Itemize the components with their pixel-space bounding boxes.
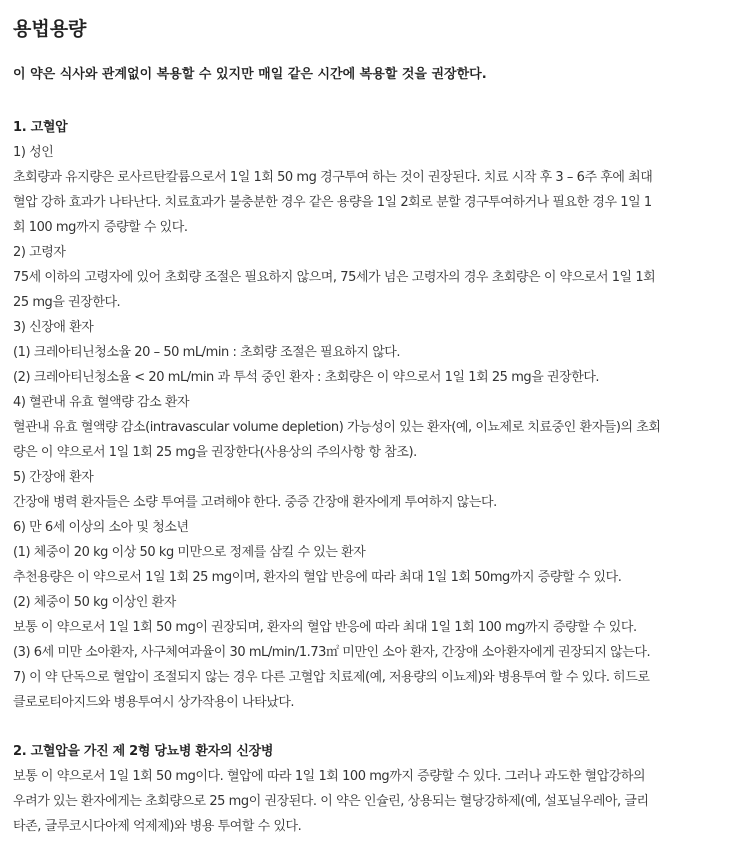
paragraph-line: 75세 이하의 고령자에 있어 초회량 조절은 필요하지 않으며, 75세가 넘은 고령자의 경우 초회량은 이 약으로서 1일 1회 xyxy=(13,270,656,285)
paragraph-line: 간장애 병력 환자들은 소량 투여를 고려해야 한다. 중증 간장애 환자에게 투여하지 않는다. xyxy=(13,495,497,510)
paragraph-line: 6) 만 6세 이상의 소아 및 청소년 xyxy=(13,520,189,535)
paragraph-line: 5) 간장애 환자 xyxy=(13,470,94,485)
paragraph-line: (2) 체중이 50 kg 이상인 환자 xyxy=(13,595,176,610)
paragraph-line: 7) 이 약 단독으로 혈압이 조절되지 않는 경우 다른 고혈압 치료제(예, 저용량의 이뇨제)와 병용투여 할 수 있다. 히드로 xyxy=(13,670,650,685)
section-hypertension xyxy=(13,115,728,715)
paragraph-line: 3) 신장애 환자 xyxy=(13,320,94,335)
paragraph-line: 4) 혈관내 유효 혈액량 감소 환자 xyxy=(13,395,190,410)
paragraph-line: 추천용량은 이 약으로서 1일 1회 25 mg이며, 환자의 혈압 반응에 따라 최대 1일 1회 50mg까지 증량할 수 있다. xyxy=(13,570,622,585)
section-heading: 1. 고혈압 xyxy=(13,120,68,135)
paragraph-line: 우려가 있는 환자에게는 초회량으로 25 mg이 권장된다. 이 약은 인슐린, 상용되는 혈당강하제(예, 설포닐우레아, 글리 xyxy=(13,794,649,809)
paragraph-line: 클로로티아지드와 병용투여시 상가작용이 나타났다. xyxy=(13,695,295,710)
paragraph-line: (1) 체중이 20 kg 이상 50 kg 미만으로 정제를 삼킬 수 있는 환자 xyxy=(13,545,366,560)
paragraph-line: (2) 크레아티닌청소율 < 20 mL/min 과 투석 중인 환자 : 초회량은 이 약으로서 1일 1회 25 mg을 권장한다. xyxy=(13,370,600,385)
page-title: 용법용량 xyxy=(13,18,87,40)
paragraph-line: (3) 6세 미만 소아환자, 사구체여과율이 30 mL/min/1.73㎡ 미만인 소아 환자, 간장애 소아환자에게 권장되지 않는다. xyxy=(13,645,651,660)
intro-text: 이 약은 식사와 관계없이 복용할 수 있지만 매일 같은 시간에 복용할 것을 권장한다. xyxy=(13,67,487,82)
paragraph-line: 회 100 mg까지 증량할 수 있다. xyxy=(13,220,188,235)
paragraph-line: 보통 이 약으로서 1일 1회 50 mg이다. 혈압에 따라 1일 1회 100 mg까지 증량할 수 있다. 그러나 과도한 혈압강하의 xyxy=(13,769,646,784)
paragraph-line: 량은 이 약으로서 1일 1회 25 mg을 권장한다(사용상의 주의사항 항 참조). xyxy=(13,445,417,460)
paragraph-line: 2) 고령자 xyxy=(13,245,66,260)
section-heading: 2. 고혈압을 가진 제 2형 당뇨병 환자의 신장병 xyxy=(13,744,274,759)
paragraph-line: (1) 크레아티닌청소율 20 – 50 mL/min : 초회량 조절은 필요하지 않다. xyxy=(13,345,401,360)
paragraph-line: 1) 성인 xyxy=(13,145,54,160)
paragraph-line: 타존, 글루코시다아제 억제제)와 병용 투여할 수 있다. xyxy=(13,819,302,834)
paragraph-line: 혈관내 유효 혈액량 감소(intravascular volume depletion) 가능성이 있는 환자(예, 이뇨제로 치료중인 환자들)의 초회 xyxy=(13,420,661,435)
paragraph-line: 혈압 강하 효과가 나타난다. 치료효과가 불충분한 경우 같은 용량을 1일 2회로 분할 경구투여하거나 필요한 경우 1일 1 xyxy=(13,195,652,210)
paragraph-line: 초회량과 유지량은 로사르탄칼륨으로서 1일 1회 50 mg 경구투여 하는 것이 권장된다. 치료 시작 후 3 – 6주 후에 최대 xyxy=(13,170,653,185)
paragraph-line: 보통 이 약으로서 1일 1회 50 mg이 권장되며, 환자의 혈압 반응에 따라 최대 1일 1회 100 mg까지 증량할 수 있다. xyxy=(13,620,637,635)
section-diabetic-nephropathy xyxy=(13,739,728,839)
paragraph-line: 25 mg을 권장한다. xyxy=(13,295,121,310)
